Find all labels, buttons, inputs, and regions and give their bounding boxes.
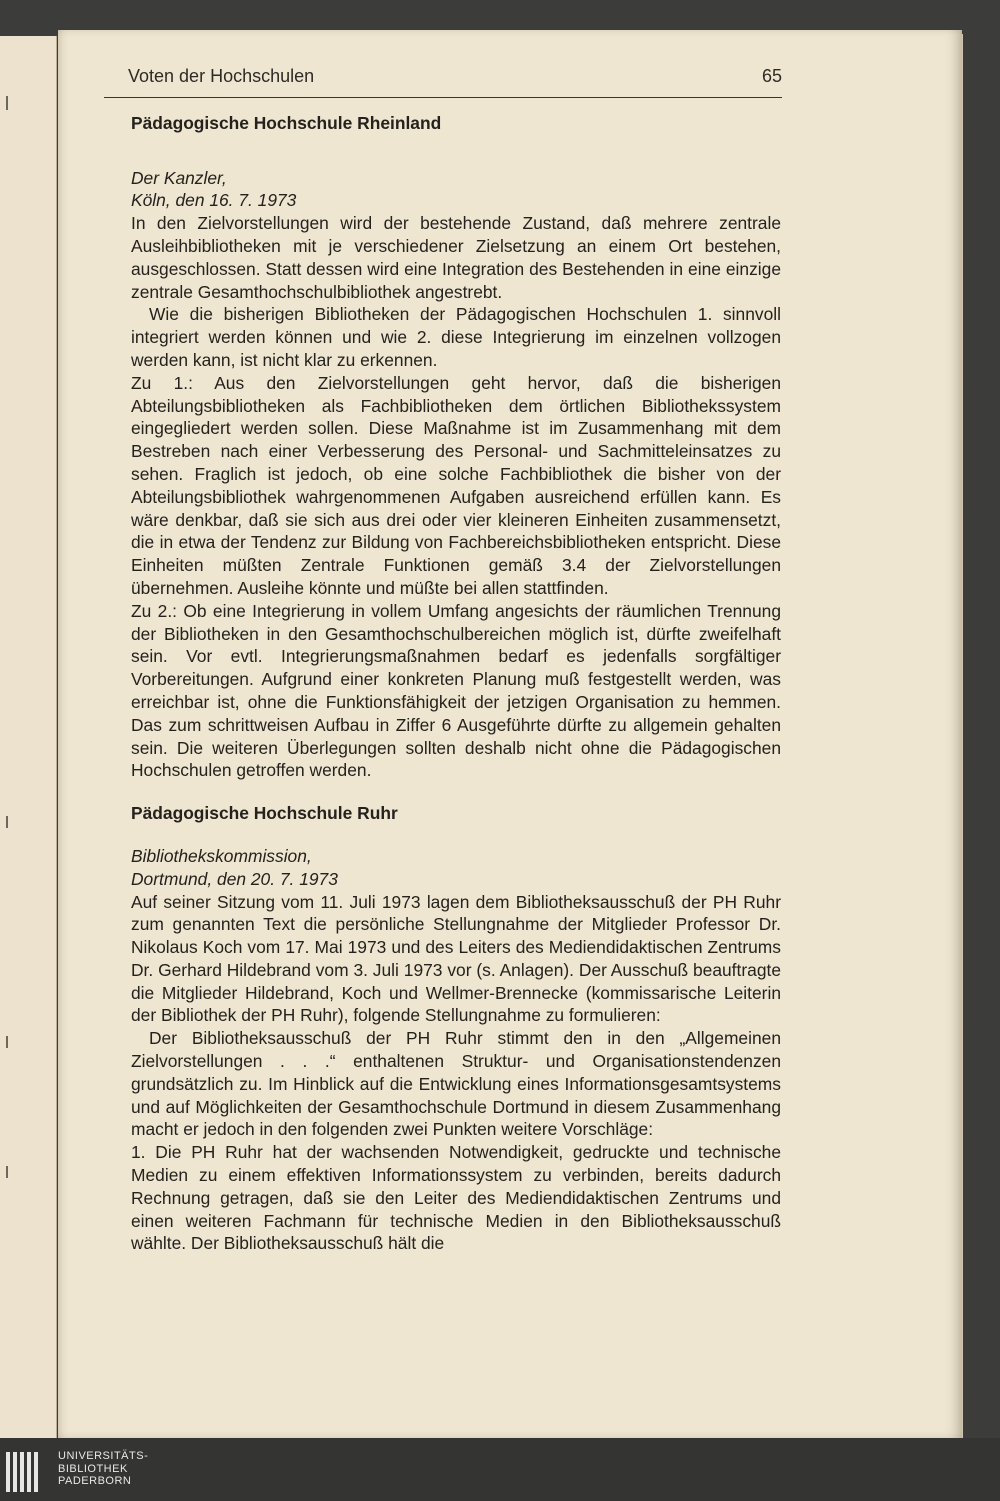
section-heading-rheinland: Pädagogische Hochschule Rheinland (131, 113, 442, 133)
section2-place-date: Dortmund, den 20. 7. 1973 (131, 868, 338, 889)
section1-author: Der Kanzler, (131, 167, 227, 188)
library-logo-icon (6, 1452, 41, 1497)
body-text (131, 112, 781, 1255)
library-logo-text: UNIVERSITÄTS- BIBLIOTHEK PADERBORN (58, 1450, 149, 1487)
paragraph: Der Bibliotheksausschuß der PH Ruhr stimmt den in den „Allgemeinen Zielvorstellungen . . .“ enthaltenen Struktur- und Organisationstendenzen grundsätzlich zu. Im Hinblick auf die Entwicklung eines Informationsgesamtsystems und auf Möglichkeiten der Gesamthochschule Dortmund in diesem Zusammenhang macht er jedoch in den folgenden zwei Punkten weitere Vorschläge: (131, 1028, 781, 1140)
section-heading-ruhr: Pädagogische Hochschule Ruhr (131, 803, 398, 824)
edge-mark (6, 1036, 8, 1048)
paragraph: Zu 2.: Ob eine Integrierung in vollem Umfang angesichts der räumlichen Trennung der Bibliotheken in den Gesamthochschulbereichen möglich ist, dürfte zweifelhaft sein. Vor evtl. Integrierungsmaßnahmen bedarf es jedenfalls sorgfältiger Vorbereitungen. Aufgrund einer konkreten Planung muß festgestellt werden, was erreichbar ist, ohne die Funktionsfähigkeit der jetzigen Organisation zu hemmen. Das zum schrittweisen Aufbau in Ziffer 6 Ausgeführte dürfte zu allgemein gehalten sein. Die weiteren Überlegungen sollten deshalb nicht ohne die Pädagogischen Hochschulen getroffen werden. (131, 600, 781, 781)
page-number: 65 (761, 66, 782, 86)
running-title: Voten der Hochschulen (128, 66, 315, 86)
header-rule (104, 97, 782, 98)
edge-mark (6, 96, 8, 110)
section1-place-date: Köln, den 16. 7. 1973 (131, 190, 297, 211)
paragraph: In den Zielvorstellungen wird der bestehende Zustand, daß mehrere zentrale Ausleihbibliotheken mit je verschiedener Zielsetzung an einem Ort bestehen, ausgeschlossen. Statt dessen wird eine Integration des Bestehenden in eine einzige zentrale Gesamthochschulbibliothek angestrebt. (131, 213, 781, 302)
edge-mark (6, 1166, 8, 1178)
paragraph: 1. Die PH Ruhr hat der wachsenden Notwendigkeit, gedruckte und technische Medien zu einem effektiven Informationssystem zu verbinden, bereits dadurch Rechnung getragen, daß sie den Leiter des Mediendidaktischen Zentrums und einen weiteren Fachmann für technische Medien in den Bibliotheksausschuß wählte. Der Bibliotheksausschuß hält die (131, 1142, 781, 1254)
paragraph: Wie die bisherigen Bibliotheken der Pädagogischen Hochschulen 1. sinnvoll integriert werden können und wie 2. diese Integrierung im einzelnen vollzogen werden kann, ist nicht klar zu erkennen. (131, 304, 781, 370)
paragraph: Auf seiner Sitzung vom 11. Juli 1973 lagen dem Bibliotheksausschuß der PH Ruhr zum genannten Text die persönliche Stellungnahme der Mitglieder Professor Dr. Nikolaus Koch vom 17. Mai 1973 und des Leiters des Mediendidaktischen Zentrums Dr. Gerhard Hildebrand vom 3. Juli 1973 vor (s. Anlagen). Der Ausschuß beauftragte die Mitglieder Hildebrand, Koch und Wellmer-Brennecke (kommissarische Leiterin der Bibliothek der PH Ruhr), folgende Stellungnahme zu formulieren: (131, 891, 781, 1026)
edge-mark (6, 816, 8, 828)
paragraph: Zu 1.: Aus den Zielvorstellungen geht hervor, daß die bisherigen Abteilungsbibliotheken als Fachbibliotheken dem örtlichen Bibliothekssystem eingegliedert werden sollen. Diese Maßnahme ist im Zusammenhang mit dem Bestreben nach einer Verbesserung des Personal- und Sachmitteleinsatzes zu sehen. Fraglich ist jedoch, ob eine solche Fachbibliothek die bisher von der Abteilungsbibliothek wahrgenommenen Aufgaben ausreichend erfüllen kann. Es wäre denkbar, daß sie sich aus drei oder vier kleineren Einheiten zusammensetzt, die in etwa der Tendenz zur Bildung von Fachbereichsbibliotheken entspricht. Diese Einheiten müßten Zentrale Funktionen gemäß 3.4 der Zielvorstellungen übernehmen. Ausleihe könnte und müßte bei allen stattfinden. (131, 372, 781, 598)
left-facing-page-edge (0, 36, 57, 1438)
section2-author: Bibliothekskommission, (131, 845, 312, 866)
footer-bar (0, 1438, 1000, 1501)
